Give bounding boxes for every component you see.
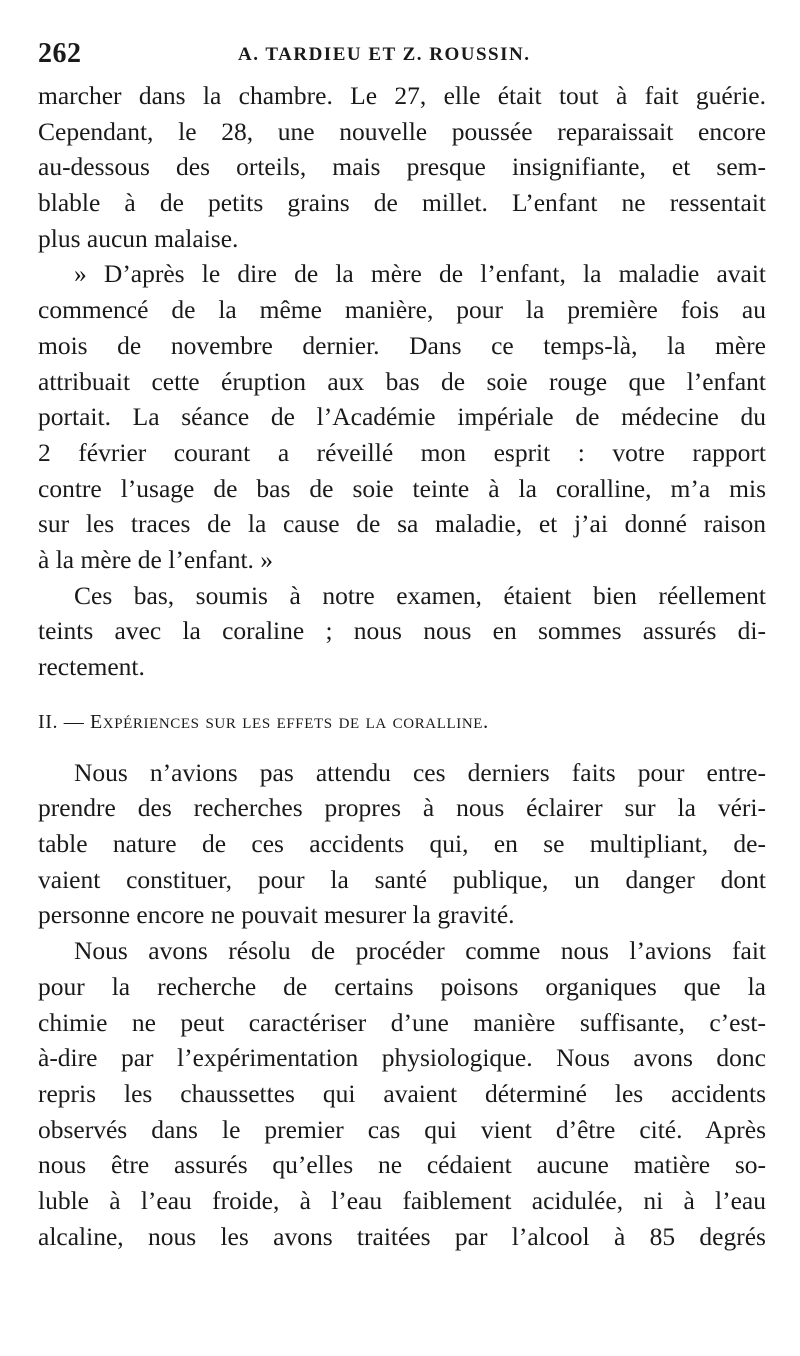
text-line: blable à de petits grains de millet. L’enfant ne ressentait	[38, 188, 766, 218]
text-line: pour la recherche de certains poisons organiques que la	[38, 971, 766, 1001]
page-number: 262	[38, 38, 82, 69]
section-title-initial: E	[89, 710, 103, 733]
text-line: observés dans le premier cas qui vient d’être cité. Après	[38, 1114, 766, 1144]
book-page	[38, 38, 766, 1338]
text-line: plus aucun malaise.	[38, 223, 239, 253]
text-line: commencé de la même manière, pour la première fois au	[38, 295, 766, 325]
text-line: attribuait cette éruption aux bas de soie rouge que l’enfant	[38, 366, 766, 396]
text-line: contre l’usage de bas de soie teinte à la coralline, m’a mis	[38, 473, 766, 503]
text-line: à la mère de l’enfant. »	[38, 544, 274, 574]
text-line: alcaline, nous les avons traitées par l’alcool à 85 degrés	[38, 1221, 766, 1251]
text-line: à-dire par l’expérimentation physiologique. Nous avons donc	[38, 1043, 766, 1073]
text-line: repris les chaussettes qui avaient déterminé les accidents	[38, 1078, 766, 1108]
section-title: xpériences sur les effets de la coralline.	[102, 708, 489, 733]
section-number: II. —	[38, 710, 85, 733]
text-line: personne encore ne pouvait mesurer la gravité.	[38, 900, 515, 930]
text-line: vaient constituer, pour la santé publique, un danger dont	[38, 864, 766, 894]
text-line: nous être assurés qu’elles ne cédaient aucune matière so-	[38, 1150, 766, 1180]
text-line: marcher dans la chambre. Le 27, elle était tout à fait guérie.	[38, 81, 766, 110]
text-line: teints avec la coraline ; nous nous en sommes assurés di-	[38, 616, 766, 646]
text-line: table nature de ces accidents qui, en se multipliant, de-	[38, 829, 766, 859]
running-head	[38, 38, 766, 78]
text-line: luble à l’eau froide, à l’eau faiblement acidulée, ni à l’eau	[38, 1185, 766, 1215]
section-heading	[38, 699, 766, 743]
paragraph-2-quotation	[38, 256, 766, 577]
text-line: Ces bas, soumis à notre examen, étaient bien réellement	[74, 580, 766, 610]
paragraph-4	[38, 755, 766, 933]
text-line: 2 février courant a réveillé mon esprit : votre rapport	[38, 437, 766, 467]
text-line: sur les traces de la cause de sa maladie, et j’ai donné raison	[38, 509, 766, 539]
paragraph-5	[38, 933, 766, 1254]
text-line: Cependant, le 28, une nouvelle poussée reparaissait encore	[38, 116, 766, 146]
paragraph-3	[38, 578, 766, 685]
text-line: Nous avons résolu de procéder comme nous l’avions fait	[74, 936, 766, 966]
running-head-authors: A. TARDIEU ET Z. ROUSSIN.	[238, 44, 531, 65]
text-line: au-dessous des orteils, mais presque insignifiante, et sem-	[38, 152, 766, 182]
text-line: prendre des recherches propres à nous éclairer sur la véri-	[38, 793, 766, 823]
text-line: portait. La séance de l’Académie impériale de médecine du	[38, 402, 766, 432]
text-line: Nous n’avions pas attendu ces derniers faits pour entre-	[74, 757, 766, 787]
text-line: chimie ne peut caractériser d’une manière suffisante, c’est-	[38, 1007, 766, 1037]
text-line: » D’après le dire de la mère de l’enfant, la maladie avait	[74, 259, 766, 289]
paragraph-1	[38, 78, 766, 256]
text-line: mois de novembre dernier. Dans ce temps-là, la mère	[38, 330, 766, 360]
text-line: rectement.	[38, 652, 145, 681]
